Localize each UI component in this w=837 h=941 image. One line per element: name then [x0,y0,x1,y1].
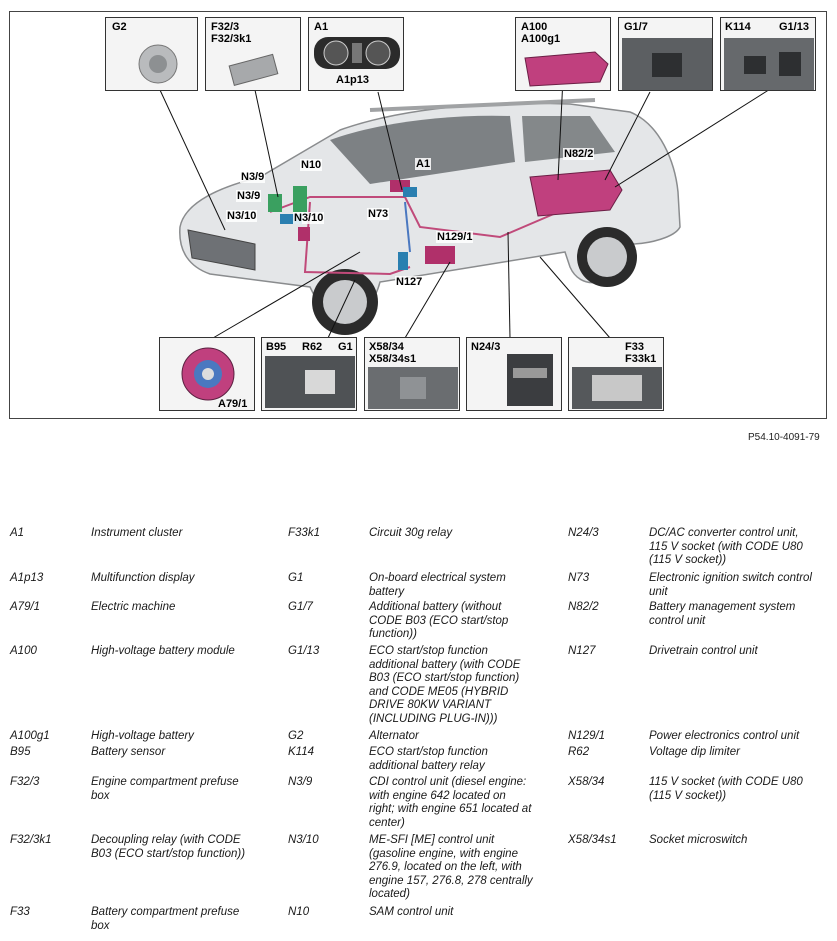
legend-description: High-voltage battery module [91,645,235,657]
fuse-box-icon [221,52,291,88]
battery-prefuse-icon [572,367,662,409]
callout-label-2: R62 [302,341,323,353]
legend-code: G1/13 [288,645,320,657]
battery-compartment-icon [265,356,355,408]
unit-n310b [298,227,310,241]
callout-label: G2 [112,21,127,33]
legend-code: N10 [288,906,310,918]
legend-code: F32/3k1 [10,834,52,846]
callout-prefuse-box [205,17,301,91]
vehicle-component-diagram [9,11,827,419]
legend-description: Multifunction display [91,572,195,584]
callout-label: F33 F33k1 [625,341,657,365]
tag-a1: A1 [416,158,431,170]
callout-converter [466,337,562,411]
callout-hv-battery [515,17,611,91]
legend-description: Instrument cluster [91,527,183,539]
tag-n39: N3/9 [237,190,261,202]
unit-n127 [398,252,408,270]
legend-description: Additional battery (without CODE B03 (ECO start/stop function)) [369,601,509,640]
battery-bay-icon [622,38,712,90]
unit-n39 [268,194,282,212]
legend-description: Socket microswitch [649,834,748,846]
legend-code: G1 [288,572,304,584]
unit-a1b [403,187,417,197]
figure-reference: P54.10-4091-79 [748,432,820,443]
legend-code: N24/3 [568,527,599,539]
electric-machine-icon [178,344,238,404]
legend-code: B95 [10,746,31,758]
eco-battery-icon [724,38,814,90]
legend-description: 115 V socket (with CODE U80 (115 V socket)) [649,776,803,802]
legend-code: F33 [10,906,30,918]
legend-description: Decoupling relay (with CODE B03 (ECO start/stop function)) [91,834,246,860]
legend-code: A79/1 [10,601,41,613]
legend-code: N3/9 [288,776,313,788]
legend-description: Voltage dip limiter [649,746,740,758]
callout-socket [364,337,460,411]
callout-label: K114 [725,21,751,33]
legend-description: Battery management system control unit [649,601,796,627]
legend-code: X58/34 [568,776,605,788]
legend-code: A100g1 [10,730,50,742]
legend-description: DC/AC converter control unit, 115 V socket (with CODE U80 (115 V socket)) [649,527,803,566]
hv-battery-icon [520,48,610,88]
tag-n1291: N129/1 [437,231,473,243]
legend-description: High-voltage battery [91,730,194,742]
legend-code: N82/2 [568,601,599,613]
legend-code: A100 [10,645,37,657]
hv-battery [530,170,622,216]
unit-n1291 [425,246,455,264]
callout-label: A1 [314,21,329,33]
converter-icon [503,350,562,408]
legend-description: SAM control unit [369,906,454,918]
legend-description: Drivetrain control unit [649,645,758,657]
callout-battery-prefuse [568,337,664,411]
rear-rim [587,237,627,277]
legend-description: Electric machine [91,601,176,613]
socket-icon [368,367,458,409]
tag-n10: N10 [301,159,322,171]
legend-code: G2 [288,730,304,742]
callout-label: A100 A100g1 [521,21,561,45]
callout-additional-battery [618,17,713,91]
tag-n127: N127 [396,276,423,288]
callout-eco-battery [720,17,816,91]
callout-label: G1/7 [624,21,648,33]
instrument-cluster-icon [312,35,402,71]
tag-n39: N3/9 [241,171,265,183]
legend-code: A1 [10,527,25,539]
legend-code: N129/1 [568,730,606,742]
tag-n822: N82/2 [564,148,594,160]
tag-n73: N73 [368,208,389,220]
legend-description: Battery sensor [91,746,166,758]
callout-label-3: G1 [338,341,353,353]
legend-code: F32/3 [10,776,40,788]
legend-description: Battery compartment prefuse box [91,906,240,932]
callout-label-2: G1/13 [779,21,809,33]
legend-code: N73 [568,572,590,584]
callout-label: A79/1 [218,398,248,410]
legend-description: CDI control unit (diesel engine: with engine 642 located on right; with engine 651 located at center) [369,776,532,829]
legend-code: X58/34s1 [568,834,617,846]
legend-description: On-board electrical system battery [369,572,506,598]
legend-code: N127 [568,645,596,657]
callout-electric-machine [159,337,255,411]
legend-description: Alternator [369,730,419,742]
legend-description: ECO start/stop function additional battery (with CODE B03 (ECO start/stop function) and CODE ME05 (HYBRID DRIVE 80KW VARIANT (INCLUDING PLUG-IN))) [369,645,521,725]
legend-code: N3/10 [288,834,319,846]
legend-code: G1/7 [288,601,313,613]
tag-n310: N3/10 [227,210,257,222]
legend-description: Power electronics control unit [649,730,800,742]
legend-code: R62 [568,746,590,758]
callout-label: X58/34 X58/34s1 [369,341,417,365]
legend-code: A1p13 [10,572,44,584]
callout-battery-sensor [261,337,357,411]
callout-label: F32/3 F32/3k1 [211,21,252,45]
callout-sub-label: A1p13 [336,74,370,86]
unit-n10 [293,186,307,212]
legend-description: ME-SFI [ME] control unit (gasoline engine, with engine 276.9, located on the left, with engine 157, 276.8, 278 centrally located) [369,834,533,900]
callout-alternator [105,17,198,91]
callout-label: B95 [266,341,287,353]
legend-description: ECO start/stop function additional battery relay [369,746,488,772]
callout-label: N24/3 [471,341,501,353]
legend-code: K114 [288,746,315,758]
legend-description: Engine compartment prefuse box [91,776,239,802]
legend-description: Electronic ignition switch control unit [649,572,812,598]
callout-instrument-cluster [308,17,404,91]
alternator-icon [128,42,188,87]
legend-description: Circuit 30g relay [369,527,453,539]
tag-n310: N3/10 [294,212,324,224]
legend-code: F33k1 [288,527,320,539]
